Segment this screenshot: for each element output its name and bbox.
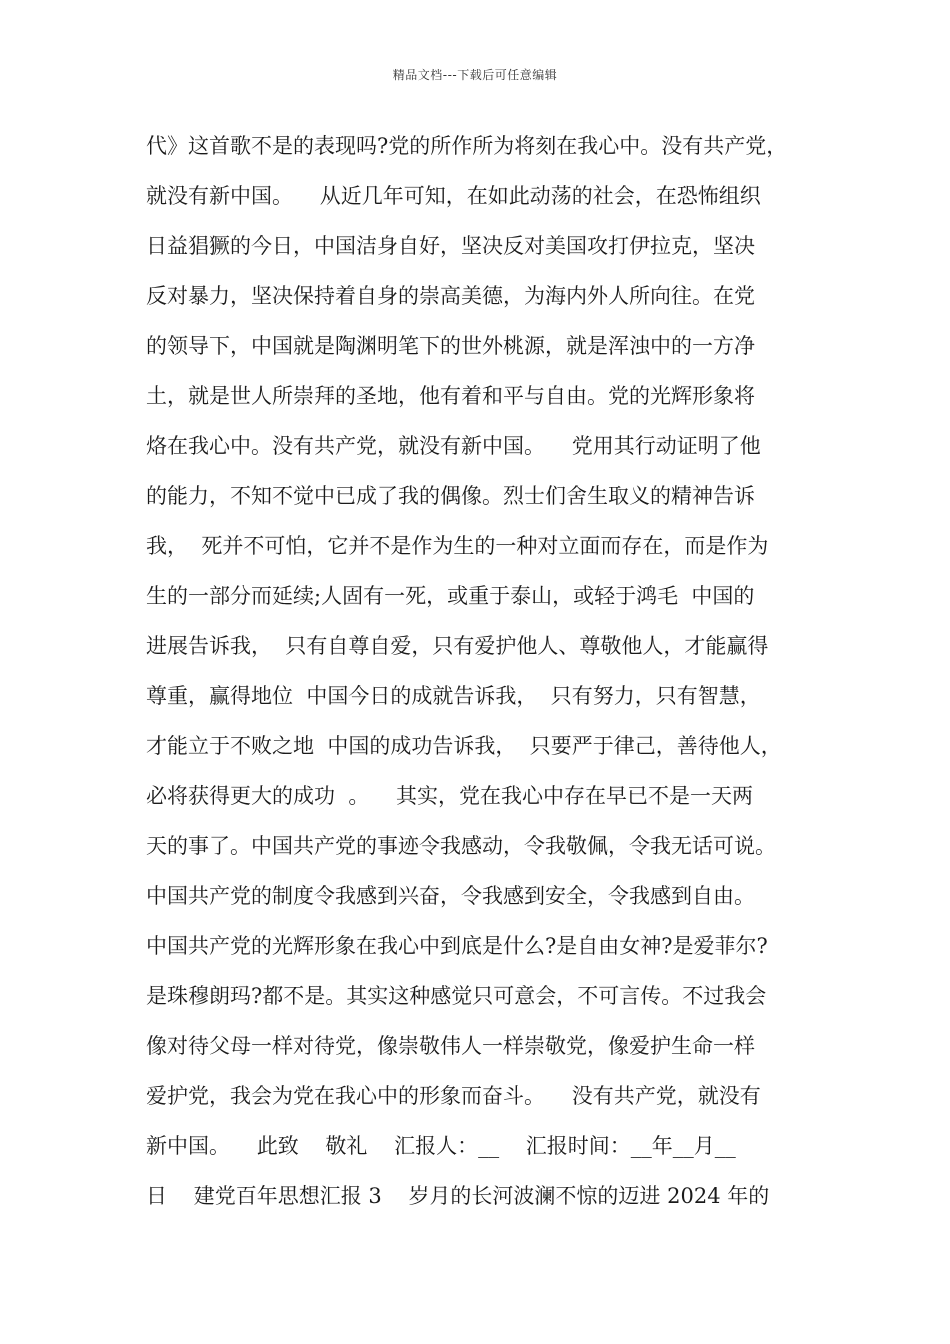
body-line: 我， 死并不可怕，它并不是作为生的一种对立面而存在，而是作为 — [146, 534, 769, 558]
body-line: 反对暴力，坚决保持着自身的崇高美德，为海内外人所向往。在党 — [146, 284, 755, 308]
body-line: 进展告诉我， 只有自尊自爱，只有爱护他人、尊敬他人，才能赢得 — [146, 634, 769, 658]
body-line: 中国共产党的制度令我感到兴奋，令我感到安全，令我感到自由。 — [146, 884, 755, 908]
body-line: 生的一部分而延续;人固有一死，或重于泰山，或轻于鸿毛 中国的 — [146, 584, 755, 608]
body-line: 的领导下，中国就是陶渊明笔下的世外桃源，就是浑浊中的一方净 — [146, 334, 755, 358]
body-line: 的能力，不知不觉中已成了我的偶像。烈士们舍生取义的精神告诉 — [146, 484, 755, 508]
body-line: 尊重，赢得地位 中国今日的成就告诉我， 只有努力，只有智慧， — [146, 684, 761, 708]
body-line: 必将获得更大的成功 。 其实，党在我心中存在早已不是一天两 — [146, 784, 754, 808]
body-line: 才能立于不败之地 中国的成功告诉我， 只要严于律己，善待他人， — [146, 734, 782, 758]
body-line: 中国共产党的光辉形象在我心中到底是什么?是自由女神?是爱菲尔? — [146, 934, 768, 958]
document-body — [146, 128, 826, 1228]
body-line: 代》这首歌不是的表现吗?党的所作所为将刻在我心中。没有共产党， — [146, 134, 788, 158]
body-line: 天的事了。中国共产党的事迹令我感动，令我敬佩，令我无话可说。 — [146, 834, 776, 858]
body-line: 新中国。 此致 敬礼 汇报人：__ 汇报时间：__年__月__ — [146, 1134, 736, 1158]
body-line: 像对待父母一样对待党，像崇敬伟人一样崇敬党，像爱护生命一样 — [146, 1034, 755, 1058]
body-line: 就没有新中国。 从近几年可知，在如此动荡的社会，在恐怖组织 — [146, 184, 761, 208]
body-line: 是珠穆朗玛?都不是。其实这种感觉只可意会，不可言传。不过我会 — [146, 984, 767, 1008]
page-header: 精品文档---下载后可任意编辑 — [392, 68, 558, 82]
body-line: 爱护党，我会为党在我心中的形象而奋斗。 没有共产党，就没有 — [146, 1084, 761, 1108]
body-line: 日益猖獗的今日，中国洁身自好，坚决反对美国攻打伊拉克，坚决 — [146, 234, 755, 258]
body-line: 土，就是世人所崇拜的圣地，他有着和平与自由。党的光辉形象将 — [146, 384, 755, 408]
body-line: 烙在我心中。没有共产党，就没有新中国。 党用其行动证明了他 — [146, 434, 761, 458]
body-line: 日 建党百年思想汇报 3 岁月的长河波澜不惊的迈进 2024 年的 — [146, 1184, 770, 1208]
